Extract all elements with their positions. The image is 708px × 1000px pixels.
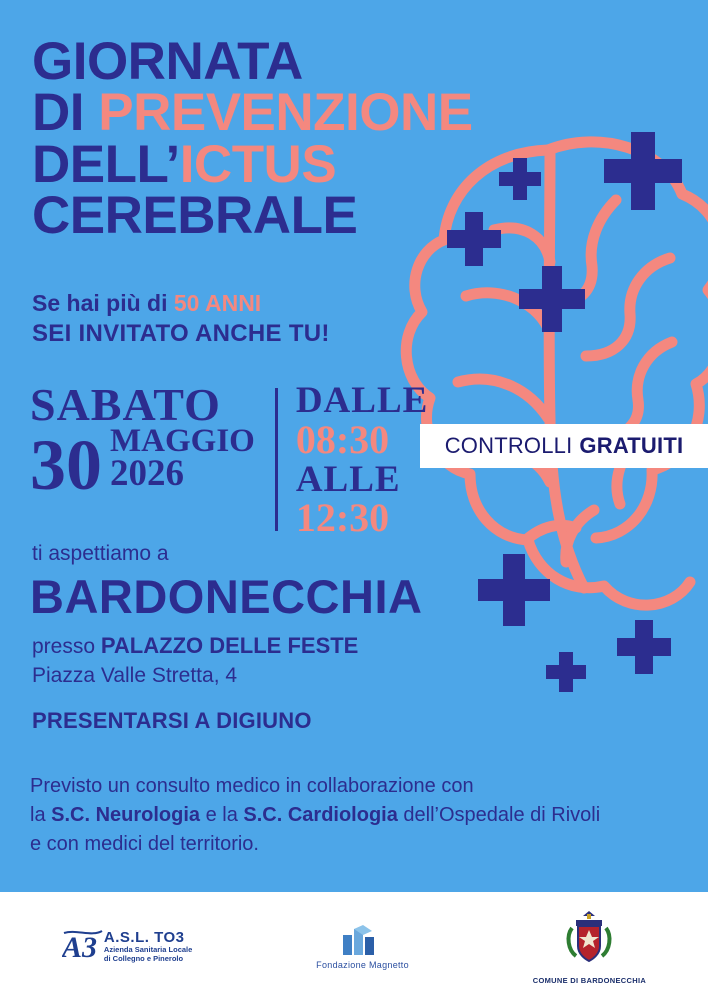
year: 2026 [110,453,184,495]
invitation-line: SEI INVITATO ANCHE TU! [32,320,330,348]
note-line-3: e con medici del territorio. [30,833,259,855]
location-address: Piazza Valle Stretta, 4 [32,664,238,687]
free-checks-banner [420,424,708,468]
svg-text:A3: A3 [61,931,97,964]
fasting-notice: PRESENTARSI A DIGIUNO [32,708,312,733]
event-date [30,379,255,506]
note-line-1: Previsto un consulto medico in collaborazione con [30,775,474,797]
month-name: MAGGIO [110,423,255,459]
cross-icon-1 [604,132,682,210]
date-time-divider [275,388,278,531]
banner-text-light: CONTROLLI [444,433,573,458]
collaboration-note [30,772,630,859]
footer [0,892,708,1000]
logo-comune-bardonecchia [533,908,646,985]
logo-asl-to3 [62,927,192,965]
time-from-value: 08:30 [295,416,390,462]
comune-crest-icon [562,908,616,968]
venue-prefix: presso [32,635,101,658]
location-city: BARDONECCHIA [30,570,423,623]
venue-name: PALAZZO DELLE FESTE [100,633,359,658]
comune-title: COMUNE DI BARDONECCHIA [532,975,647,985]
location-intro: ti aspettiamo a [32,542,169,565]
asl-subtitle-2: di Collegno e Pinerolo [103,953,184,963]
cross-icon-6 [617,620,671,674]
asl-mark-icon [62,927,104,965]
cross-icon-5 [478,554,550,626]
invitation-text [32,288,330,350]
note-line-2: la S.C. Neurologia e la S.C. Cardiologia dell’Ospedale di Rivoli [30,804,601,826]
time-from-label: DALLE [295,380,429,421]
cross-icon-7 [546,652,586,692]
magnetto-title: Fondazione Magnetto [316,959,409,970]
asl-title: A.S.L. TO3 [103,928,185,946]
banner-text-bold: GRATUITI [579,433,684,458]
event-date-time [30,379,429,541]
event-time [296,382,428,539]
logo-fondazione-magnetto [316,923,409,970]
weekday: SABATO [30,379,221,430]
day-number: 30 [30,425,102,506]
headline-line-2: DI PREVENZIONE [32,83,473,143]
page-title [32,32,592,246]
cross-icon-4 [519,266,585,332]
location-venue [32,633,358,659]
magnetto-mark-icon [341,923,385,957]
time-to-label: ALLE [295,458,401,500]
headline-line-3: DELL’ICTUS [32,134,337,194]
headline-line-4: CEREBRALE [32,186,358,246]
asl-subtitle-1: Azienda Sanitaria Locale [103,945,193,954]
age-requirement: Se hai più di 50 ANNI [32,290,262,316]
time-to-value: 12:30 [295,495,390,541]
headline-line-1: GIORNATA [32,32,303,91]
